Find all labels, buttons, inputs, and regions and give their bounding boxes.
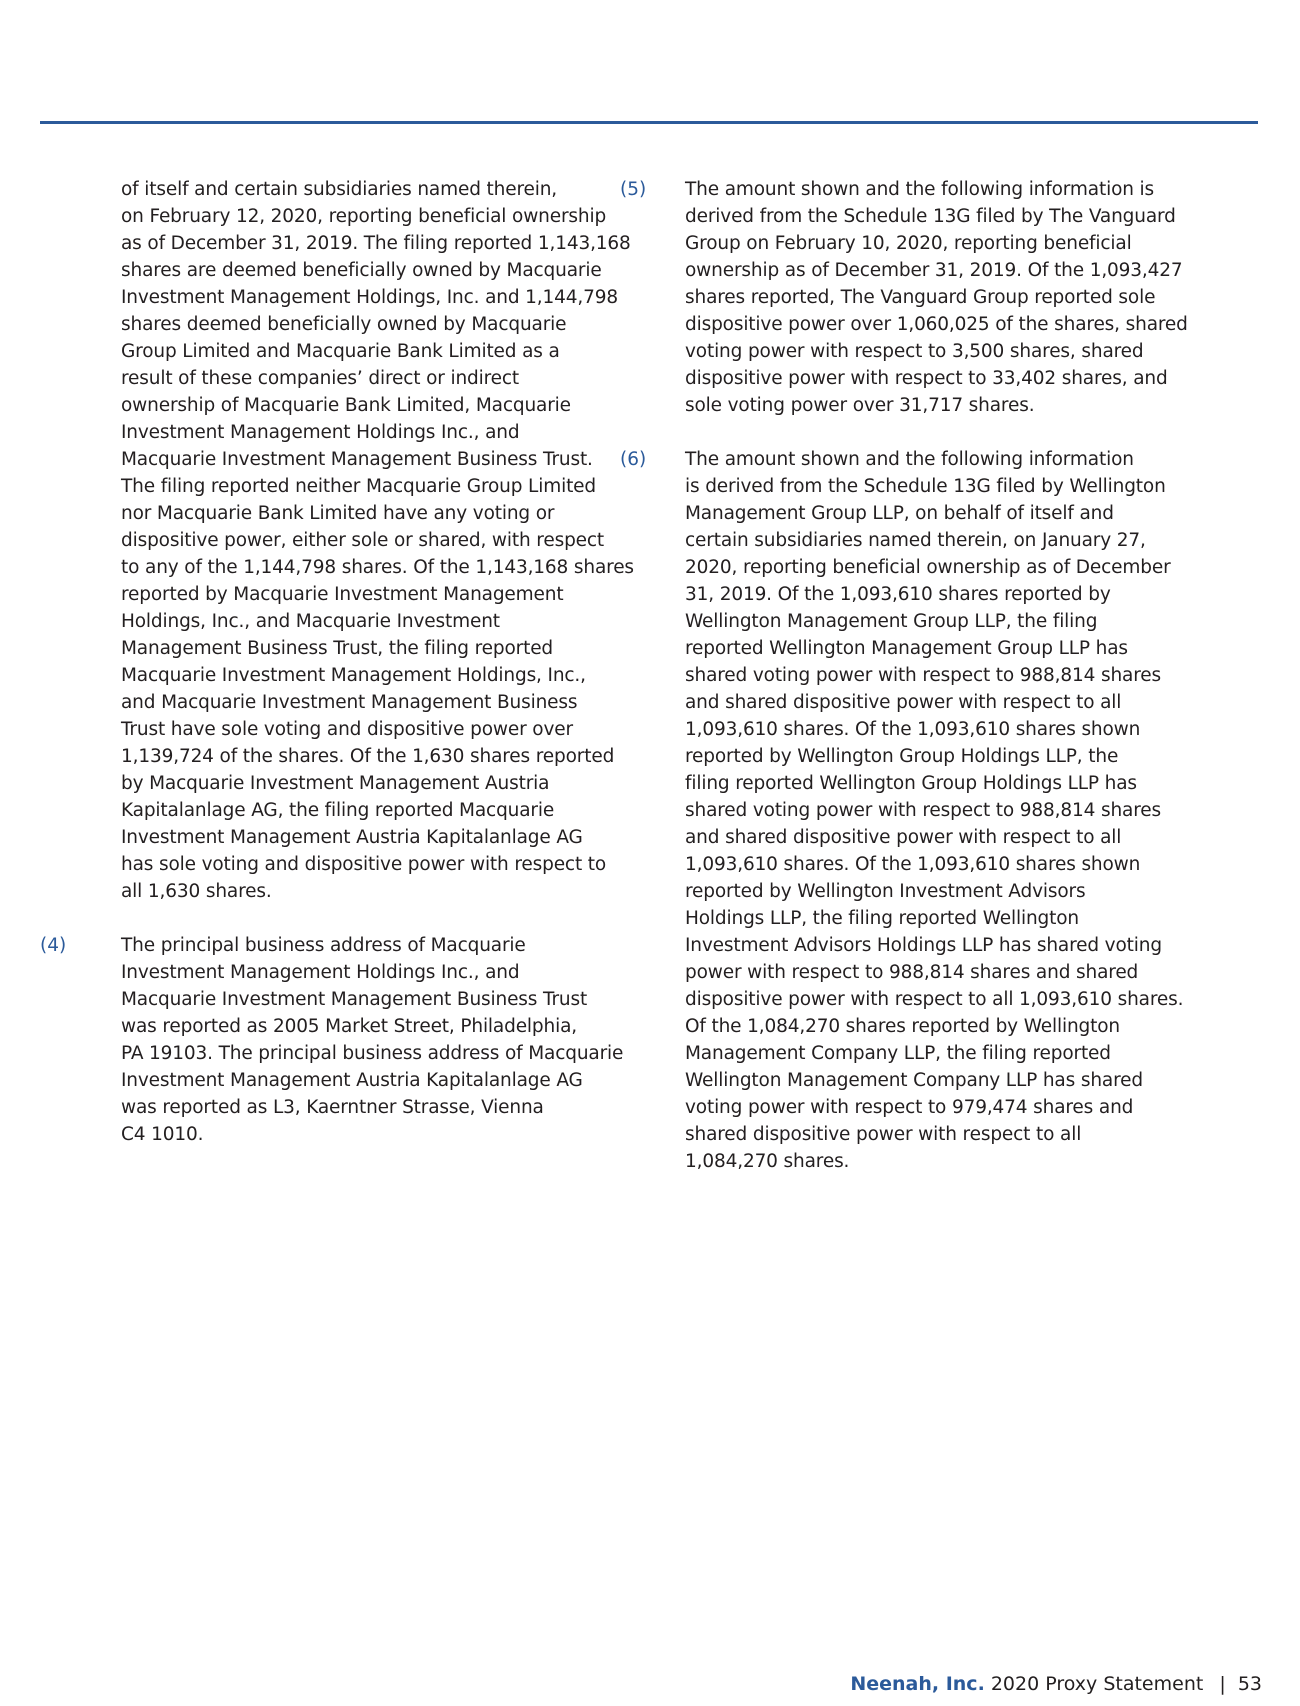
text-line: filing reported Wellington Group Holdings LLP has	[685, 773, 1137, 794]
text-line: and shared dispositive power with respect to all	[685, 827, 1122, 848]
text-line: and Macquarie Investment Management Business	[121, 692, 578, 713]
right-column	[620, 176, 1264, 1202]
text-line: of itself and certain subsidiaries named therein,	[121, 179, 558, 200]
text-line: sole voting power over 31,717 shares.	[685, 395, 1035, 416]
text-line: 1,139,724 of the shares. Of the 1,630 shares reported	[121, 746, 615, 767]
header-rule	[40, 121, 1258, 124]
text-line: reported Wellington Management Group LLP has	[685, 638, 1128, 659]
text-line: result of these companies’ direct or indirect	[121, 368, 520, 389]
text-line: as of December 31, 2019. The filing reported 1,143,168	[121, 233, 631, 254]
footnote-4-body	[121, 932, 640, 1148]
text-line: Investment Management Holdings Inc., and	[121, 422, 520, 443]
text-line: Macquarie Investment Management Business Trust.	[121, 449, 593, 470]
page-footer	[850, 1672, 1262, 1696]
text-line: dispositive power, either sole or shared, with respect	[121, 530, 605, 551]
footnote-6	[620, 446, 1264, 1175]
text-line: ownership of Macquarie Bank Limited, Macquarie	[121, 395, 571, 416]
footnote-4	[40, 932, 640, 1148]
text-line: Group Limited and Macquarie Bank Limited as a	[121, 341, 560, 362]
text-line: Macquarie Investment Management Business Trust	[121, 989, 588, 1010]
text-line: reported by Wellington Investment Advisors	[685, 881, 1086, 902]
text-line: ownership as of December 31, 2019. Of the 1,093,427	[685, 260, 1183, 281]
footnote-5-body	[685, 176, 1264, 419]
document-title: 2020 Proxy Statement	[990, 1673, 1204, 1695]
text-line: The principal business address of Macquarie	[121, 935, 526, 956]
text-line: power with respect to 988,814 shares and shared	[685, 962, 1139, 983]
text-line: derived from the Schedule 13G filed by The Vanguard	[685, 206, 1176, 227]
text-line: certain subsidiaries named therein, on January 27,	[685, 530, 1146, 551]
text-line: dispositive power over 1,060,025 of the shares, shared	[685, 314, 1188, 335]
text-line: shared dispositive power with respect to all	[685, 1124, 1082, 1145]
text-line: C4 1010.	[121, 1124, 204, 1145]
footnote-number: (6)	[620, 449, 647, 470]
text-line: 1,084,270 shares.	[685, 1151, 850, 1172]
footnote-5	[620, 176, 1264, 419]
text-line: Investment Management Holdings, Inc. and 1,144,798	[121, 287, 618, 308]
text-line: Group on February 10, 2020, reporting beneficial	[685, 233, 1132, 254]
text-line: Wellington Management Company LLP has shared	[685, 1070, 1143, 1091]
text-line: Holdings, Inc., and Macquarie Investment	[121, 611, 500, 632]
text-line: all 1,630 shares.	[121, 881, 272, 902]
text-line: Investment Management Austria Kapitalanlage AG	[121, 827, 583, 848]
text-line: Investment Advisors Holdings LLP has shared voting	[685, 935, 1162, 956]
text-line: Investment Management Austria Kapitalanlage AG	[121, 1070, 583, 1091]
footnote-3-body	[121, 176, 640, 905]
text-line: Holdings LLP, the filing reported Wellington	[685, 908, 1079, 929]
text-line: Trust have sole voting and dispositive power over	[121, 719, 573, 740]
text-line: dispositive power with respect to all 1,093,610 shares.	[685, 989, 1184, 1010]
text-line: reported by Wellington Group Holdings LLP, the	[685, 746, 1119, 767]
text-line: nor Macquarie Bank Limited have any voting or	[121, 503, 555, 524]
text-line: Kapitalanlage AG, the filing reported Macquarie	[121, 800, 555, 821]
text-line: has sole voting and dispositive power with respect to	[121, 854, 607, 875]
left-column	[40, 176, 640, 1175]
text-line: The amount shown and the following information is	[685, 179, 1155, 200]
text-line: shared voting power with respect to 988,814 shares	[685, 665, 1162, 686]
text-line: voting power with respect to 3,500 shares, shared	[685, 341, 1144, 362]
text-line: on February 12, 2020, reporting beneficial ownership	[121, 206, 607, 227]
footnote-number: (4)	[40, 935, 67, 956]
text-line: Investment Management Holdings Inc., and	[121, 962, 520, 983]
text-line: shares reported, The Vanguard Group reported sole	[685, 287, 1156, 308]
text-line: reported by Macquarie Investment Management	[121, 584, 564, 605]
text-line: Management Company LLP, the filing reported	[685, 1043, 1111, 1064]
text-line: by Macquarie Investment Management Austria	[121, 773, 550, 794]
text-line: was reported as L3, Kaerntner Strasse, Vienna	[121, 1097, 544, 1118]
page-number: 53	[1237, 1673, 1262, 1695]
text-line: shares deemed beneficially owned by Macquarie	[121, 314, 567, 335]
footnote-6-body	[685, 446, 1264, 1175]
company-name: Neenah, Inc.	[850, 1673, 985, 1695]
text-line: shared voting power with respect to 988,814 shares	[685, 800, 1162, 821]
text-line: Wellington Management Group LLP, the filing	[685, 611, 1098, 632]
text-line: and shared dispositive power with respect to all	[685, 692, 1122, 713]
text-line: was reported as 2005 Market Street, Philadelphia,	[121, 1016, 577, 1037]
footer-separator: |	[1219, 1673, 1226, 1695]
text-line: Of the 1,084,270 shares reported by Wellington	[685, 1016, 1120, 1037]
text-line: 1,093,610 shares. Of the 1,093,610 shares shown	[685, 719, 1141, 740]
text-line: dispositive power with respect to 33,402 shares, and	[685, 368, 1168, 389]
text-line: Macquarie Investment Management Holdings, Inc.,	[121, 665, 586, 686]
text-line: 31, 2019. Of the 1,093,610 shares reported by	[685, 584, 1111, 605]
text-line: PA 19103. The principal business address of Macquarie	[121, 1043, 624, 1064]
text-line: The filing reported neither Macquarie Group Limited	[121, 476, 596, 497]
text-line: Management Group LLP, on behalf of itself and	[685, 503, 1114, 524]
text-line: is derived from the Schedule 13G filed by Wellington	[685, 476, 1166, 497]
text-line: Management Business Trust, the filing reported	[121, 638, 554, 659]
text-line: 2020, reporting beneficial ownership as of December	[685, 557, 1171, 578]
text-line: shares are deemed beneficially owned by Macquarie	[121, 260, 602, 281]
text-line: to any of the 1,144,798 shares. Of the 1,143,168 shares	[121, 557, 634, 578]
footnote-3-continuation	[40, 176, 640, 905]
text-line: voting power with respect to 979,474 shares and	[685, 1097, 1134, 1118]
text-line: The amount shown and the following information	[685, 449, 1134, 470]
footnote-number: (5)	[620, 179, 647, 200]
text-line: 1,093,610 shares. Of the 1,093,610 shares shown	[685, 854, 1141, 875]
